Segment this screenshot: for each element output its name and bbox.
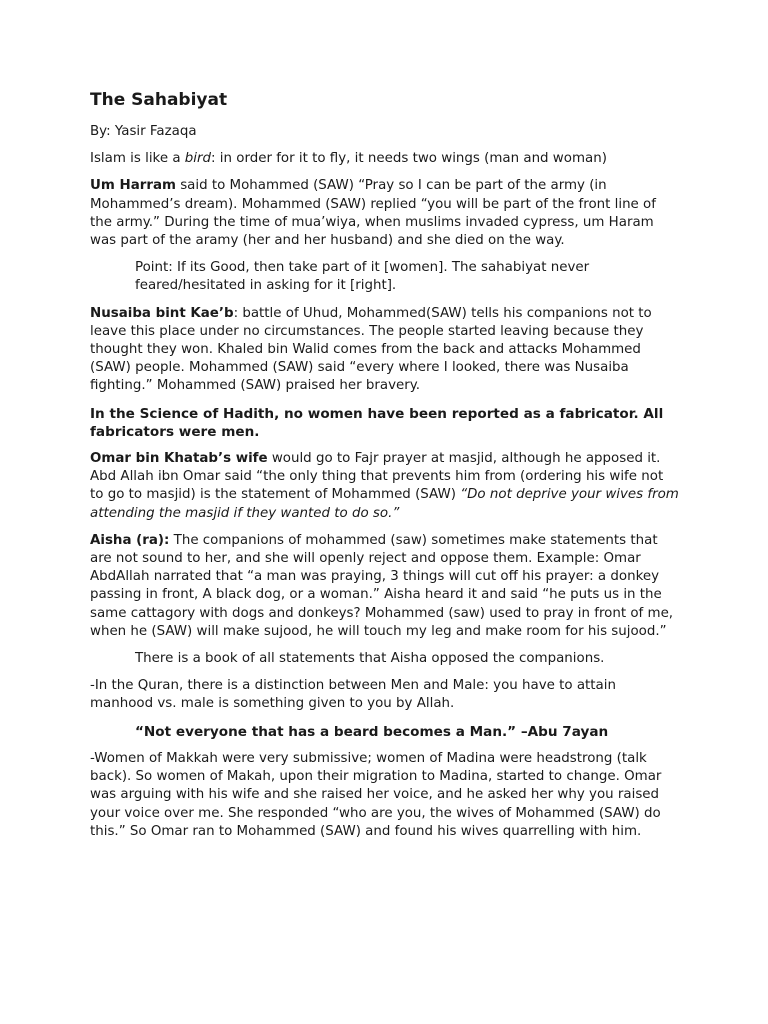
beard-quote-paragraph: “Not everyone that has a beard becomes a Man.” –Abu 7ayan	[135, 723, 609, 740]
aisha-book-paragraph: There is a book of all statements that Aisha opposed the companions.	[135, 651, 605, 667]
intro-after: : in order for it to fly, it needs two wings (man and woman)	[211, 151, 607, 167]
intro-paragraph	[90, 150, 680, 168]
um-harram-name: Um Harram	[90, 178, 176, 194]
makkah-paragraph: -Women of Makkah were very submissive; women of Madina were headstrong (talk back). So women of Makah, upon their migration to Madina, started to change. Omar was arguing with his wife and she raised her voice, and he asked her why you raised your voice over me. She responded “who are you, the wives of Mohammed (SAW) do this.” So Omar ran to Mohammed (SAW) and found his wives quarrelling with him.	[90, 750, 662, 839]
byline: By: Yasir Fazaqa	[90, 124, 197, 139]
omar-wife-text: would go to Fajr prayer at masjid, although he apposed it. Abd Allah ibn Omar said “the only thing that prevents him from (ordering his wife not to go to masjid) is the statement of Mohammed (SAW)	[90, 451, 664, 503]
nusaiba-text: : battle of Uhud, Mohammed(SAW) tells his companions not to leave this place under no circumstances. The people started leaving because they thought they won. Khaled bin Walid comes from the back and attacks Mohammed (SAW) people. Mohammed (SAW) said “every where I looked, there was Nusaiba fighting.” Mohammed (SAW) praised her bravery.	[90, 305, 652, 394]
point-paragraph: Point: If its Good, then take part of it [women]. The sahabiyat never feared/hesitated in asking for it [right].	[135, 260, 590, 294]
aisha-text: The companions of mohammed (saw) sometimes make statements that are not sound to her, and she will openly reject and oppose them. Example: Omar AbdAllah narrated that “a man was praying, 3 things will cut off his prayer: a donkey passing in front, A black dog, or a woman.” Aisha heard it and said “he puts us in the same cattagory with dogs and donkeys? Mohammed (saw) used to pray in front of me, when he (SAW) will make sujood, he will touch my leg and make room for his sujood.”	[90, 532, 674, 639]
document-page	[90, 88, 680, 850]
omar-wife-name: Omar bin Khatab’s wife	[90, 451, 268, 467]
um-harram-text: said to Mohammed (SAW) “Pray so I can be part of the army (in Mohammed’s dream). Mohammed (SAW) replied “you will be part of the front line of the army.” During the time of mua’wiya, when muslims invaded cypress, um Haram was part of the aramy (her and her husband) and she died on the way.	[90, 178, 656, 249]
intro-emphasis: bird	[184, 151, 212, 167]
um-harram-paragraph	[90, 177, 680, 250]
omar-wife-paragraph	[90, 450, 680, 523]
hadith-note-paragraph: In the Science of Hadith, no women have been reported as a fabricator. All fabricators were men.	[90, 405, 664, 440]
aisha-paragraph	[90, 532, 680, 641]
nusaiba-name: Nusaiba bint Kae’b	[90, 305, 234, 321]
omar-wife-quote: “Do not deprive your wives from attending the masjid if they wanted to do so.”	[90, 487, 679, 521]
document-title: The Sahabiyat	[90, 90, 228, 110]
aisha-name: Aisha (ra):	[90, 532, 170, 548]
quran-note-paragraph: -In the Quran, there is a distinction between Men and Male: you have to attain manhood vs. male is something given to you by Allah.	[90, 678, 616, 712]
nusaiba-paragraph	[90, 305, 680, 396]
intro-before: Islam is like a	[90, 151, 185, 167]
